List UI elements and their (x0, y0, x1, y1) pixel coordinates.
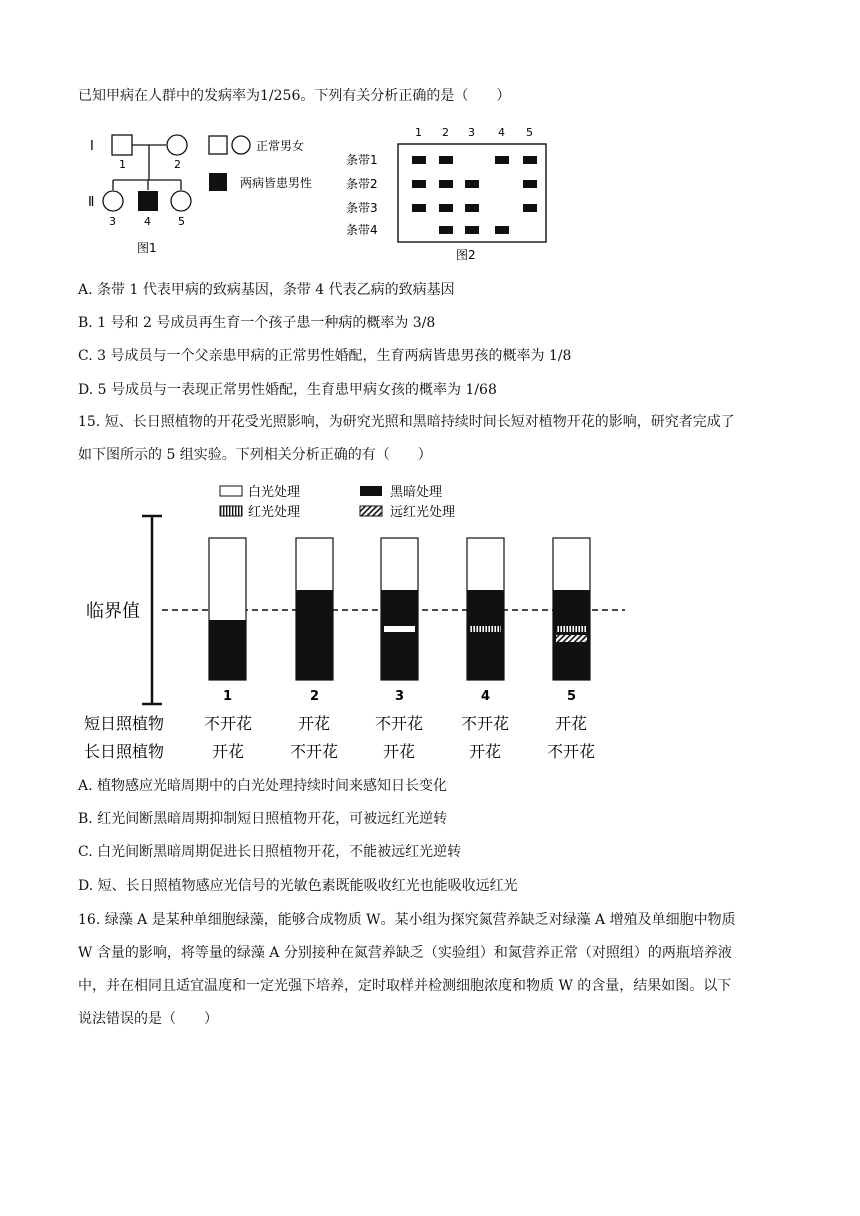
band-r3-lane1 (412, 204, 426, 212)
q14-option-c: C. 3 号成员与一个父亲患甲病的正常男性婚配，生育两病皆患男孩的概率为 1/8 (78, 348, 572, 364)
legend-farred-swatch (360, 506, 382, 516)
band-r4-lane2 (439, 226, 453, 234)
q14-option-a: A. 条带 1 代表甲病的致病基因，条带 4 代表乙病的致病基因 (78, 282, 455, 298)
short-result-3: 不开花 (374, 714, 424, 733)
fig2-caption: 图2 (456, 248, 476, 262)
ind3-female-normal (103, 191, 123, 211)
long-result-1: 开花 (211, 742, 245, 761)
band-r1-lane4 (495, 156, 509, 164)
ind2-number: 2 (174, 158, 181, 171)
long-result-2: 不开花 (289, 742, 339, 761)
long-day-label: 长日照植物 (84, 742, 165, 761)
legend-red-swatch (220, 506, 242, 516)
q16-line4: 说法错误的是（ ） (78, 1011, 218, 1027)
q15-option-b: B. 红光间断黑暗周期抑制短日照植物开花，可被远红光逆转 (78, 811, 448, 827)
ind4-male-affected (138, 191, 158, 211)
band-r1-lane2 (439, 156, 453, 164)
short-result-5: 开花 (554, 714, 588, 733)
band-marks (412, 156, 537, 234)
legend-affected-label: 两病皆患男性 (240, 176, 313, 190)
legend-dark-swatch (360, 486, 382, 496)
group-4-label: 4 (481, 689, 491, 704)
group-5-label: 5 (567, 689, 577, 704)
q15-option-c: C. 白光间断黑暗周期促进长日照植物开花，不能被远红光逆转 (78, 844, 462, 860)
legend-farred-label: 远红光处理 (390, 505, 456, 520)
bar-group-5 (553, 538, 590, 680)
band-r1-lane5 (523, 156, 537, 164)
band-r2-lane3 (465, 180, 479, 188)
band-r1-lane1 (412, 156, 426, 164)
q14-option-b: B. 1 号和 2 号成员再生育一个孩子患一种病的概率为 3/8 (78, 315, 436, 331)
band-r3-lane2 (439, 204, 453, 212)
q16-line1: 16. 绿藻 A 是某种单细胞绿藻，能够合成物质 W。某小组为探究氮营养缺乏对绿藻 A 增殖及单细胞中物质 (78, 912, 736, 928)
legend-dark-label: 黑暗处理 (390, 485, 443, 500)
q15-option-d: D. 短、长日照植物感应光信号的光敏色素既能吸收红光也能吸收远红光 (78, 878, 518, 894)
ind1-male-normal (112, 135, 132, 155)
photoperiod-figure (70, 478, 640, 768)
ind3-number: 3 (109, 215, 116, 228)
band-r3-lane5 (523, 204, 537, 212)
lane-1-label: 1 (415, 126, 422, 139)
group-1-label: 1 (223, 689, 233, 704)
short-day-label: 短日照植物 (84, 714, 165, 733)
legend-normal-male (209, 136, 227, 154)
ind2-female-normal (167, 135, 187, 155)
band-row-3-label: 条带3 (346, 201, 378, 215)
q15-stem-line2: 如下图所示的 5 组实验。下列相关分析正确的有（ ） (78, 447, 432, 463)
q14-option-d: D. 5 号成员与一表现正常男性婚配，生育患甲病女孩的概率为 1/68 (78, 382, 497, 398)
group-3-label: 3 (395, 689, 405, 704)
q16-line2: W 含量的影响，将等量的绿藻 A 分别接种在氮营养缺乏（实验组）和氮营养正常（对照组）的两瓶培养液 (78, 945, 732, 961)
short-result-4: 不开花 (460, 714, 510, 733)
band-figure (340, 122, 560, 262)
short-result-2: 开花 (297, 714, 331, 733)
legend-red-label: 红光处理 (248, 505, 301, 520)
lane-2-label: 2 (442, 126, 449, 139)
band-row-1-label: 条带1 (346, 153, 378, 167)
legend-white-swatch (220, 486, 242, 496)
group-2-label: 2 (310, 689, 320, 704)
fig1-caption: 图1 (137, 241, 157, 255)
legend-normal-female (232, 136, 250, 154)
band-r4-lane3 (465, 226, 479, 234)
bar-group-1 (209, 538, 246, 680)
long-result-4: 开花 (468, 742, 502, 761)
band-row-2-label: 条带2 (346, 177, 378, 191)
pedigree-figure (80, 122, 340, 262)
q15-option-a: A. 植物感应光暗周期中的白光处理持续时间来感知日长变化 (78, 778, 448, 794)
ind1-number: 1 (119, 158, 126, 171)
legend-white-label: 白光处理 (248, 485, 301, 500)
band-r2-lane5 (523, 180, 537, 188)
band-row-4-label: 条带4 (346, 223, 378, 237)
long-result-3: 开花 (382, 742, 416, 761)
band-r2-lane2 (439, 180, 453, 188)
legend-normal-label: 正常男女 (256, 139, 305, 153)
generation-2-label: Ⅱ (88, 195, 95, 210)
threshold-label: 临界值 (86, 601, 140, 622)
short-result-1: 不开花 (203, 714, 253, 733)
band-r3-lane3 (465, 204, 479, 212)
long-result-5: 不开花 (546, 742, 596, 761)
band-r2-lane1 (412, 180, 426, 188)
q15-stem-line1: 15. 短、长日照植物的开花受光照影响，为研究光照和黑暗持续时间长短对植物开花的影响，研究者完成了 (78, 414, 735, 430)
lane-3-label: 3 (468, 126, 475, 139)
lane-4-label: 4 (498, 126, 505, 139)
legend-affected-male (209, 173, 227, 191)
bar-group-4 (467, 538, 504, 680)
ind4-number: 4 (144, 215, 151, 228)
band-r4-lane4 (495, 226, 509, 234)
lane-5-label: 5 (526, 126, 533, 139)
ind5-female-normal (171, 191, 191, 211)
ind5-number: 5 (178, 215, 185, 228)
q16-line3: 中，并在相同且适宜温度和一定光强下培养，定时取样并检测细胞浓度和物质 W 的含量，结果如图。以下 (78, 978, 732, 994)
bar-group-2 (296, 538, 333, 680)
q14-stem: 已知甲病在人群中的发病率为1/256。下列有关分析正确的是（ ） (78, 88, 511, 104)
bar-group-3 (381, 538, 418, 680)
generation-1-label: Ⅰ (90, 139, 94, 154)
